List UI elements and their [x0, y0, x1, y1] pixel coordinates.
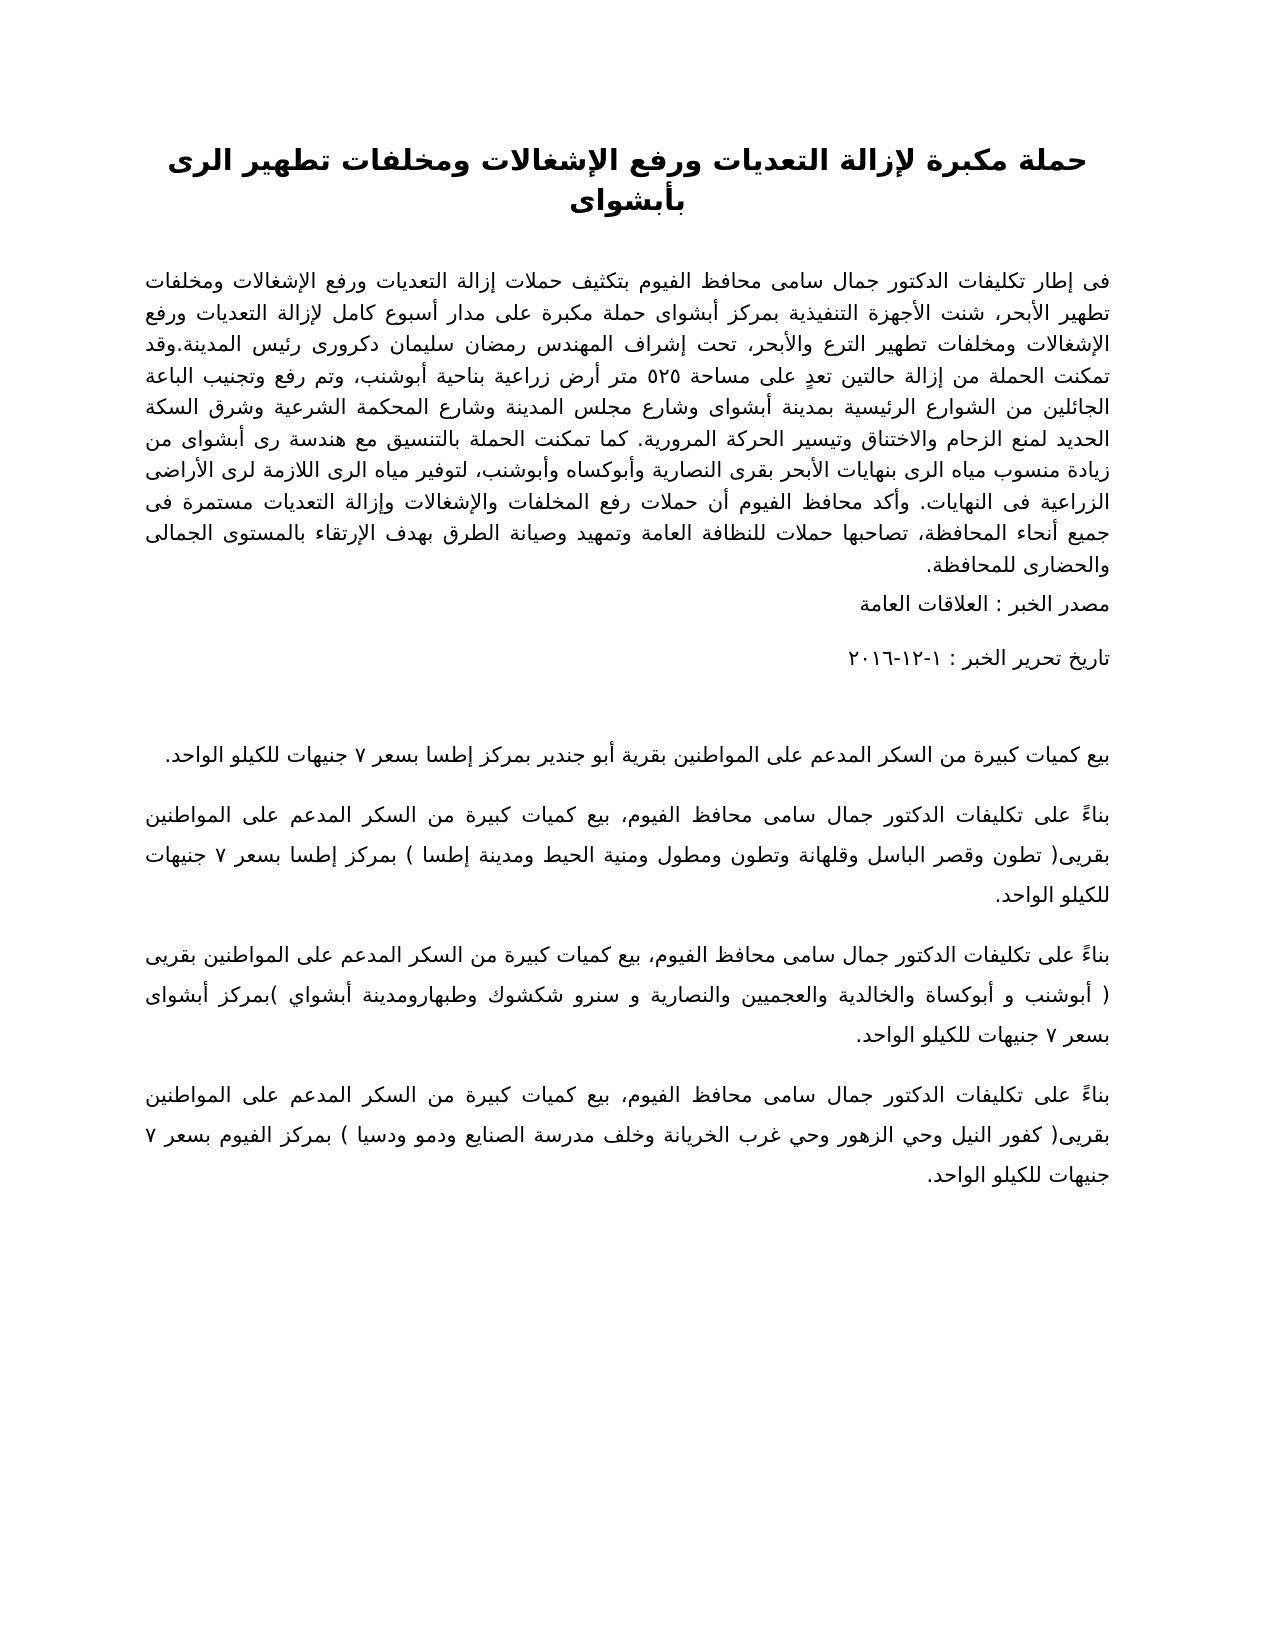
news-source: مصدر الخبر : العلاقات العامة [859, 592, 1110, 616]
sugar-paragraph-1: بيع كميات كبيرة من السكر المدعم على المواطنين بقرية أبو جندير بمركز إطسا بسعر ٧ جنيهات للكيلو الواحد. [164, 743, 1110, 767]
article-body: فى إطار تكليفات الدكتور جمال سامى محافظ الفيوم بتكثيف حملات إزالة التعديات ورفع الإشغالات ومخلفات تطهير الأبحر، شنت الأجهزة التنفيذية بمركز أبشواى حملة مكبرة على مدار أسبوع كامل لإزالة التعديات ورفع الإشغالات ومخلفات تطهير الترع والأبحر، تحت إشراف المهندس رمضان سليمان دكرورى رئيس المدينة.وقد تمكنت الحملة من إزالة حالتين تعدٍ على مساحة ٥٢٥ متر أرض زراعية بناحية أبوشنب، وتم رفع وتجنيب الباعة الجائلين من الشوارع الرئيسية بمدينة أبشواى وشارع مجلس المدينة وشارع المحكمة الشرعية وشرق السكة الحديد لمنع الزحام والاختناق وتيسير الحركة المرورية. كما تمكنت الحملة بالتنسيق مع هندسة رى أبشواى من زيادة منسوب مياه الرى بنهايات الأبحر بقرى النصارية وأبوكساه وأبوشنب، لتوفير مياه الرى اللازمة لرى الأراضى الزراعية فى النهايات. وأكد محافظ الفيوم أن حملات رفع المخلفات والإشغالات وإزالة التعديات مستمرة فى جميع أنحاء المحافظة، تصاحبها حملات للنظافة العامة وتمهيد وصيانة الطرق بهدف الإرتقاء بالمستوى الجمالى والحضارى للمحافظة. [145, 269, 1110, 577]
sugar-paragraph-3: بناءً على تكليفات الدكتور جمال سامى محافظ الفيوم، بيع كميات كبيرة من السكر المدعم على المواطنين بقريى ( أبوشنب و أبوكساة والخالدية والعجميين والنصارية و سنرو شكشوك وطبهارومدينة أبشواي )بمركز أبشواى بسعر ٧ جنيهات للكيلو الواحد. [145, 943, 1110, 1047]
news-date: تاريخ تحرير الخبر : ١-١٢-٢٠١٦ [848, 646, 1110, 670]
article-title: حملة مكبرة لإزالة التعديات ورفع الإشغالات ومخلفات تطهير الرى بأبشواى [167, 143, 1088, 217]
sugar-section [145, 735, 1110, 1195]
document-page [145, 140, 1110, 1215]
sugar-paragraph-4: بناءً على تكليفات الدكتور جمال سامى محافظ الفيوم، بيع كميات كبيرة من السكر المدعم على المواطنين بقريى( كفور النيل وحي الزهور وحي غرب الخريانة وخلف مدرسة الصنايع ودمو ودسيا ) بمركز الفيوم بسعر ٧ جنيهات للكيلو الواحد. [145, 1083, 1110, 1187]
sugar-paragraph-2: بناءً على تكليفات الدكتور جمال سامى محافظ الفيوم، بيع كميات كبيرة من السكر المدعم على المواطنين بقريى( تطون وقصر الباسل وقلهانة وتطون ومطول ومنية الحيط ومدينة إطسا ) بمركز إطسا بسعر ٧ جنيهات للكيلو الواحد. [145, 803, 1110, 907]
